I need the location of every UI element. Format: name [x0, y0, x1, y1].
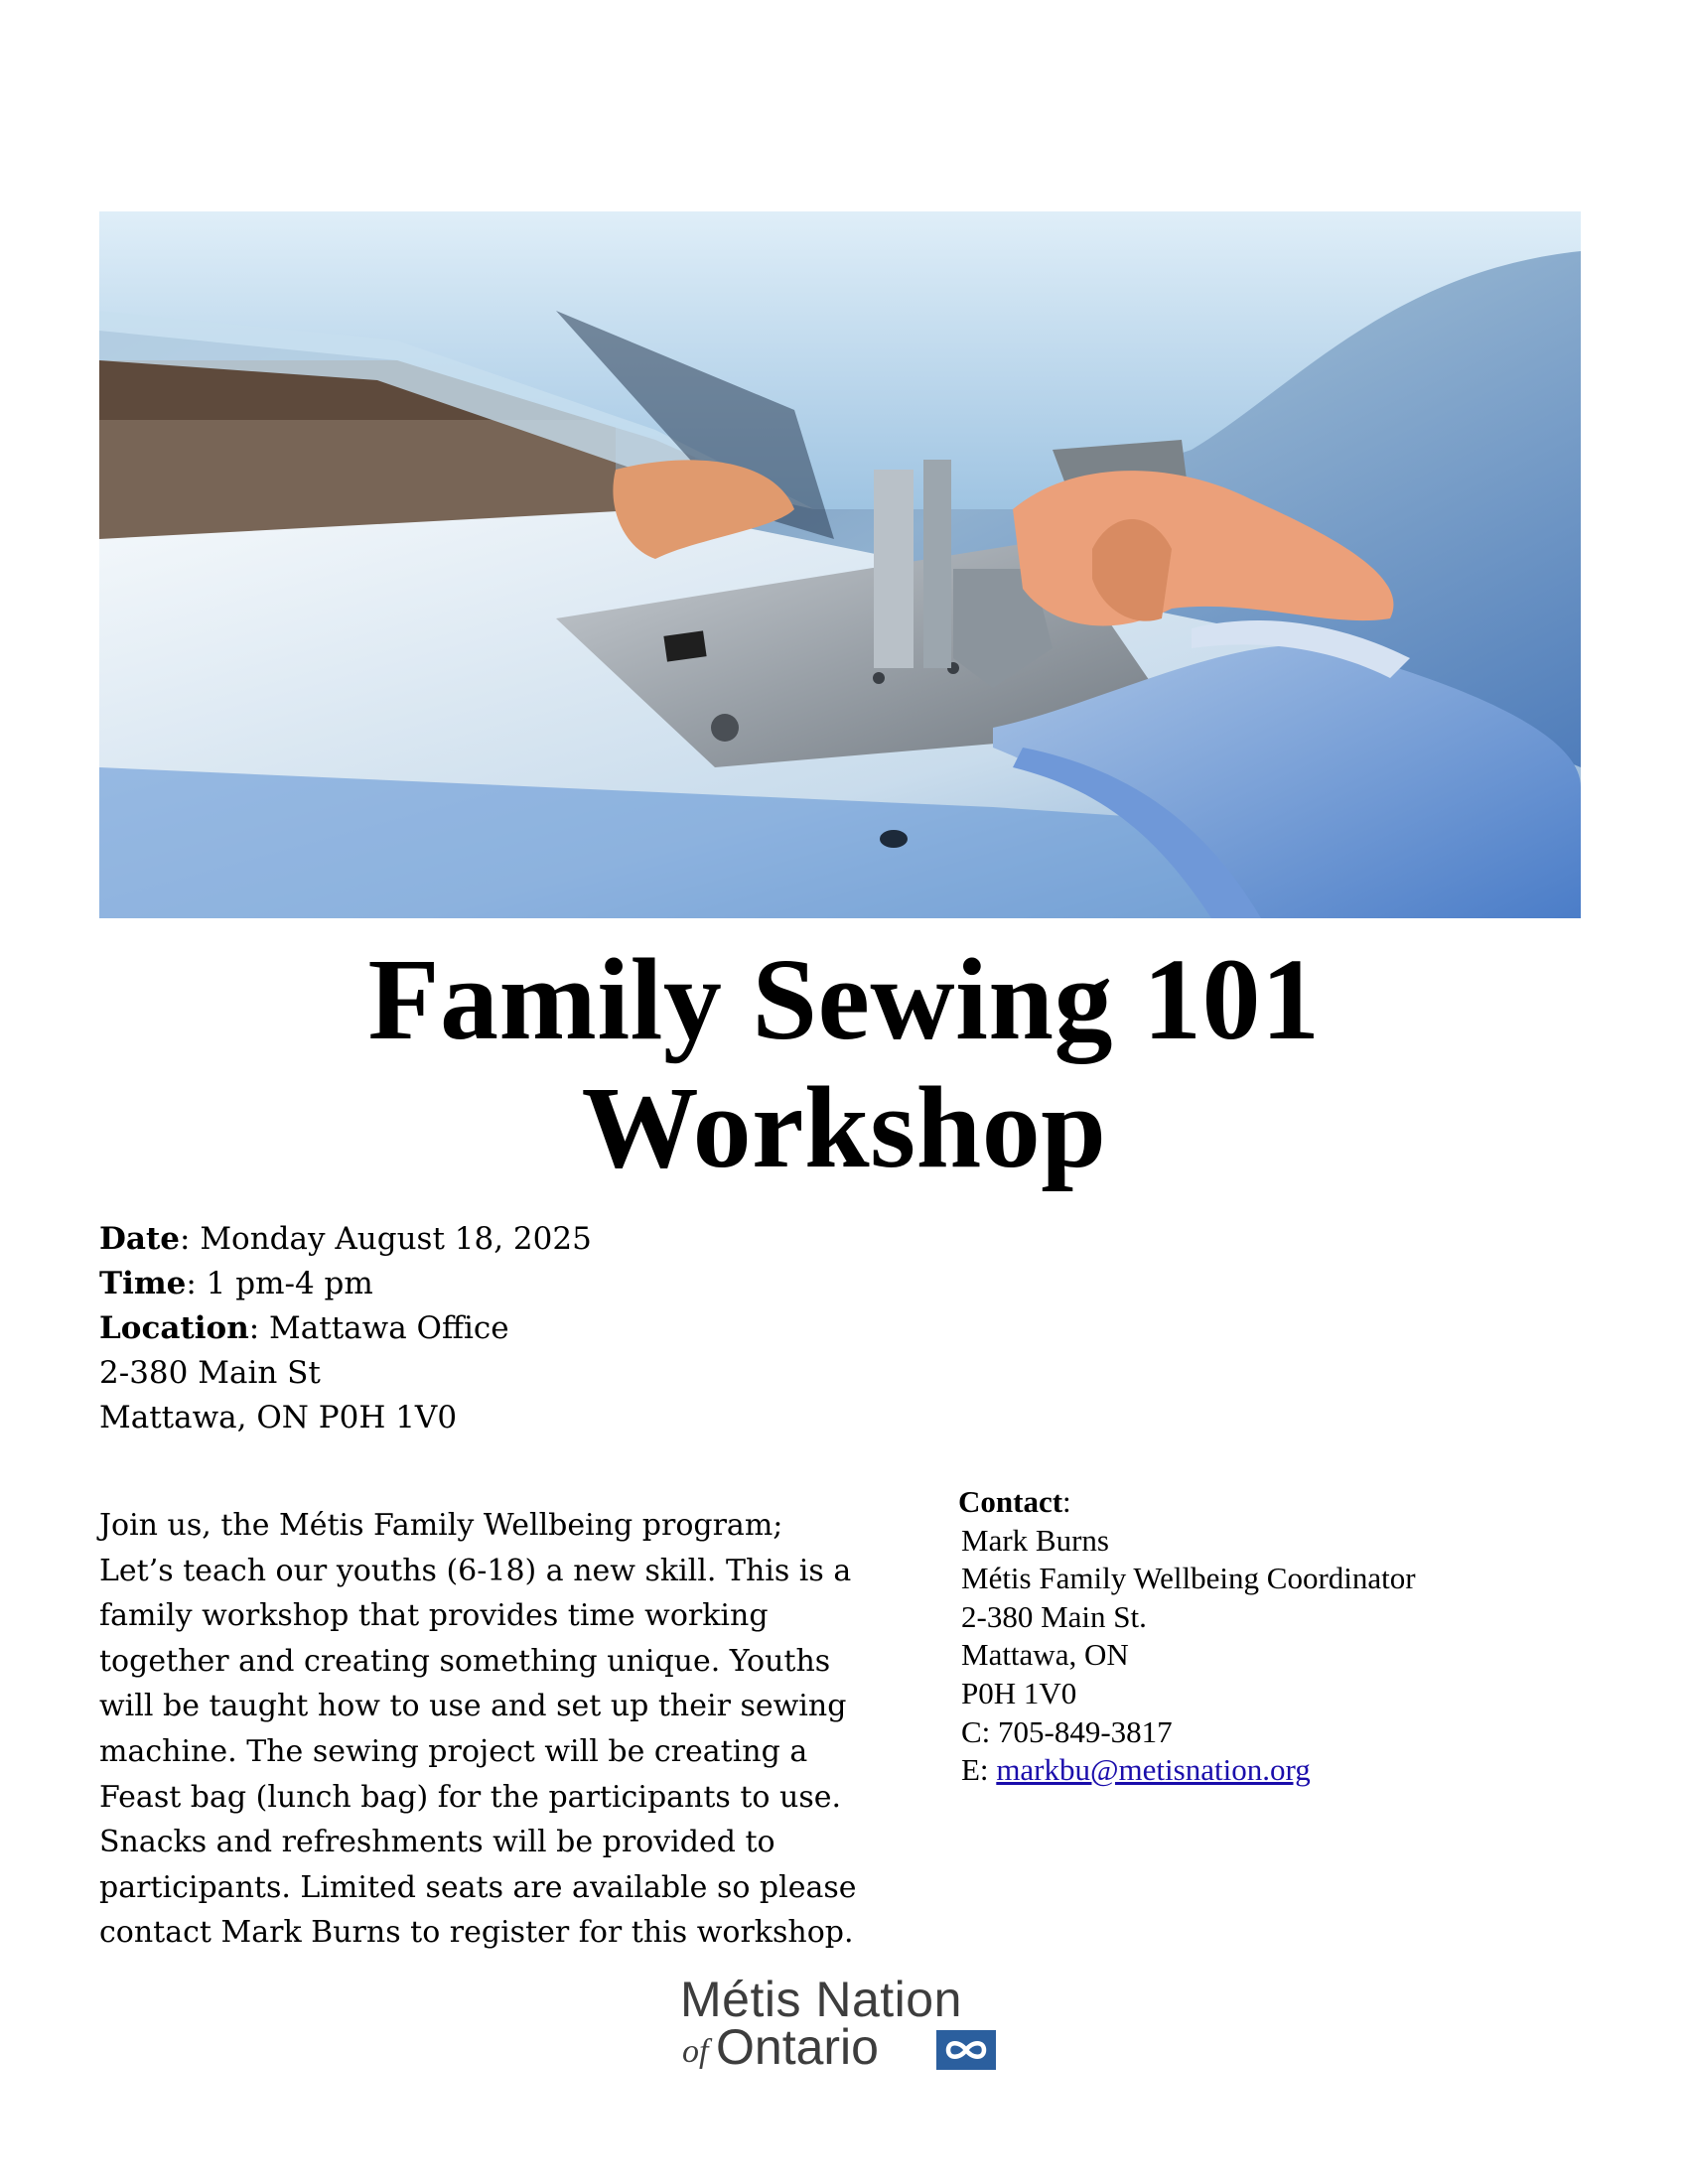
description-line: Feast bag (lunch bag) for the participants to use. [99, 1779, 842, 1815]
address-line-1: 2-380 Main St [99, 1355, 321, 1391]
event-details [99, 1217, 592, 1440]
logo-of: of [682, 2033, 709, 2070]
page-title-line-1: Family Sewing 101 [367, 934, 1321, 1064]
contact-phone: C: 705-849-3817 [961, 1713, 1173, 1749]
contact-role: Métis Family Wellbeing Coordinator [961, 1561, 1416, 1596]
address-line-2: Mattawa, ON P0H 1V0 [99, 1400, 458, 1435]
description [99, 1503, 857, 1956]
hero-image [99, 211, 1581, 918]
contact-city: Mattawa, ON [961, 1637, 1129, 1673]
contact-heading-colon: : [1062, 1484, 1071, 1519]
date-label: Date [99, 1221, 181, 1257]
description-line: Let’s teach our youths (6-18) a new skill. This is a [99, 1553, 852, 1588]
description-line: will be taught how to use and set up their sewing [99, 1689, 847, 1724]
description-line: contact Mark Burns to register for this workshop. [99, 1915, 854, 1951]
logo-line-2: Ontario [716, 2019, 879, 2075]
location-row [99, 1306, 592, 1351]
sewing-machine-photo [99, 211, 1581, 918]
logo-line-1: Métis Nation [680, 1972, 962, 2027]
contact-street: 2-380 Main St. [961, 1598, 1147, 1634]
time-row [99, 1262, 592, 1306]
description-line: Join us, the Métis Family Wellbeing program; [99, 1508, 783, 1543]
description-line: participants. Limited seats are available so please [99, 1869, 857, 1905]
page-title-line-2: Workshop [581, 1062, 1107, 1192]
date-row [99, 1217, 592, 1262]
description-line: machine. The sewing project will be creating a [99, 1733, 808, 1769]
infinity-icon [936, 2030, 996, 2070]
contact-email-row [961, 1751, 1416, 1790]
location-value: : Mattawa Office [248, 1310, 509, 1346]
description-line: Snacks and refreshments will be provided to [99, 1825, 775, 1860]
contact-block [958, 1483, 1416, 1790]
contact-postal: P0H 1V0 [961, 1675, 1077, 1710]
metis-nation-logo [680, 1971, 1038, 2080]
contact-email-prefix: E: [961, 1752, 997, 1788]
contact-name: Mark Burns [961, 1522, 1109, 1558]
description-line: family workshop that provides time working [99, 1598, 769, 1634]
contact-email-link[interactable]: markbu@metisnation.org [996, 1752, 1311, 1788]
time-value: : 1 pm-4 pm [186, 1266, 373, 1301]
contact-heading-label: Contact [958, 1484, 1063, 1519]
date-value: : Monday August 18, 2025 [180, 1221, 592, 1257]
location-label: Location [99, 1310, 249, 1346]
description-line: together and creating something unique. Youths [99, 1643, 831, 1679]
contact-heading [958, 1483, 1416, 1522]
time-label: Time [99, 1266, 187, 1301]
